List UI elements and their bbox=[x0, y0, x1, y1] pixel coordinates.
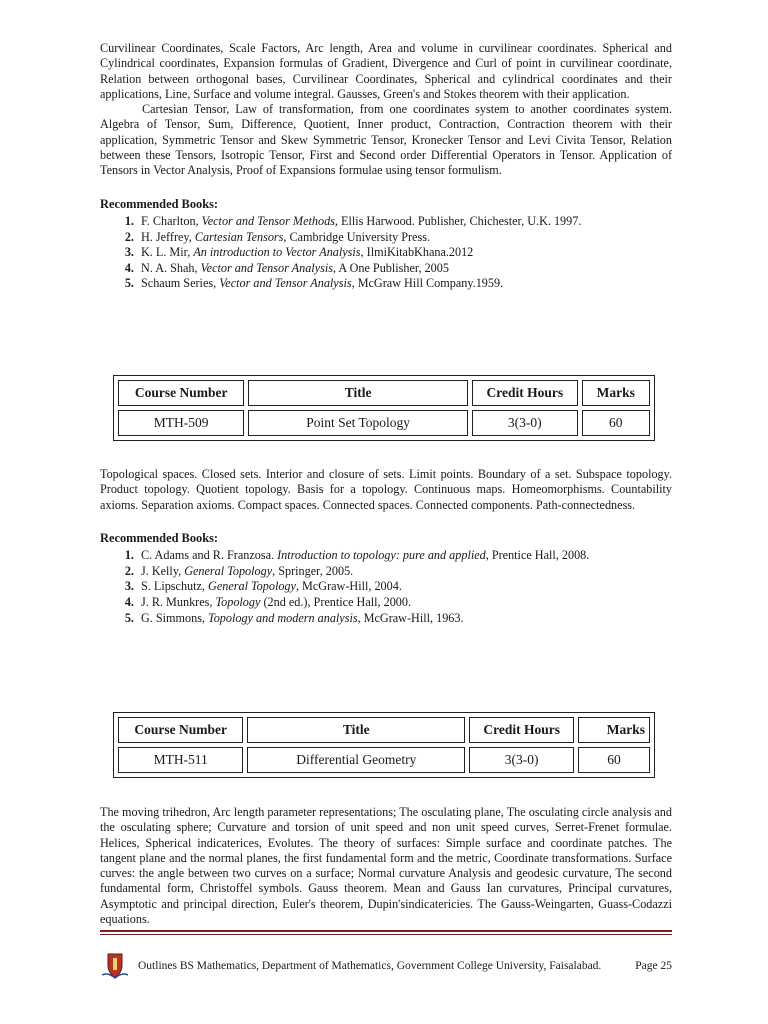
book-item: 2. J. Kelly, General Topology, Springer, 2005. bbox=[137, 564, 672, 580]
syllabus-paragraph-topology: Topological spaces. Closed sets. Interior and closure of sets. Limit points. Boundary of a set. Subspace topology. Product topology. Quotient topology. Basis for a topology. Continuous maps. Homeomorphisms. Countability axioms. Separation axioms. Compact spaces. Connected spaces. Connected components. Path-connectedness. bbox=[100, 467, 672, 512]
header-marks: Marks bbox=[582, 380, 650, 406]
course-title-cell: Point Set Topology bbox=[248, 410, 468, 436]
page-number: Page 25 bbox=[635, 960, 672, 972]
course-number-cell: MTH-509 bbox=[118, 410, 244, 436]
syllabus-paragraph-differential-geometry: The moving trihedron, Arc length parameter representations; The osculating plane, The osculating circle analysis and the osculating sphere; Curvature and torsion of unit speed and non unit speed curves, Serret-Frenet formulae. Helices, Spherical indicaterices, Evolutes. The theory of surfaces: Simple surface and coordinate patches. The tangent plane and the normal planes, the first fundamental form and the metric, Coordinate transformations. Surface curves: the angle between two curves on a surface; Normal curvature Analysis and geodesic curvature, The second fundamental form, Christoffel symbols. Gauss theorem. Mean and Gauss Ian curvatures, Principal curvatures, Asymptotic and principal direction, Euler's theorem, Dupin'sindicatericies. The Gauss-Weingarten, Guass-Codazzi equations. bbox=[100, 805, 672, 927]
header-title: Title bbox=[247, 717, 465, 743]
course-credit-cell: 3(3-0) bbox=[469, 747, 574, 773]
book-list-2 bbox=[100, 548, 672, 626]
book-item: 4. N. A. Shah, Vector and Tensor Analysis, A One Publisher, 2005 bbox=[137, 261, 672, 277]
page-content bbox=[100, 41, 672, 292]
course-table-mth-511 bbox=[113, 712, 655, 778]
syllabus-paragraph-curvilinear: Curvilinear Coordinates, Scale Factors, Arc length, Area and volume in curvilinear coordinates. Spherical and Cylindrical coordinates, Expansion formulas of Gradient, Divergence and Curl of point in curvilinear coordinate, Relation between orthogonal bases, Curvilinear Coordinates, Spherical and cylindrical coordinates and their applications, Line, Surface and volume integral. Gausses, Green's and Stokes theorem with their application. bbox=[100, 41, 672, 101]
page-footer bbox=[100, 951, 672, 981]
footer-rule bbox=[100, 930, 672, 932]
course-marks-cell: 60 bbox=[582, 410, 650, 436]
course-number-cell: MTH-511 bbox=[118, 747, 243, 773]
book-list-1 bbox=[100, 214, 672, 292]
recommended-books-heading: Recommended Books: bbox=[100, 196, 219, 211]
book-item: 1. C. Adams and R. Franzosa. Introduction to topology: pure and applied, Prentice Hall, 2008. bbox=[137, 548, 672, 564]
book-item: 1. F. Charlton, Vector and Tensor Methods, Ellis Harwood. Publisher, Chichester, U.K. 1997. bbox=[137, 214, 672, 230]
header-credit-hours: Credit Hours bbox=[469, 717, 574, 743]
book-item: 2. H. Jeffrey, Cartesian Tensors, Cambridge University Press. bbox=[137, 230, 672, 246]
header-credit-hours: Credit Hours bbox=[472, 380, 578, 406]
syllabus-paragraph-tensor: Cartesian Tensor, Law of transformation, from one coordinates system to another coordinates system. Algebra of Tensor, Sum, Difference, Quotient, Inner product, Contraction, Contraction theorem with their application, Symmetric Tensor and Skew Symmetric Tensor, Kronecker Tensor and Levi Civita Tensor, Relation between these Tensors, Isotropic Tensor, First and Second order Differential Operators in Tensor. Application of Tensors in Vector Analysis, Proof of Expansions formulae using tensor formulism. bbox=[100, 102, 672, 178]
footer-rule-thin bbox=[100, 934, 672, 935]
course-credit-cell: 3(3-0) bbox=[472, 410, 578, 436]
page-content-topology bbox=[100, 467, 672, 626]
course-marks-cell: 60 bbox=[578, 747, 650, 773]
book-item: 3. K. L. Mir, An introduction to Vector Analysis, IlmiKitabKhana.2012 bbox=[137, 245, 672, 261]
header-course-number: Course Number bbox=[118, 717, 243, 743]
header-course-number: Course Number bbox=[118, 380, 244, 406]
book-item: 5. Schaum Series, Vector and Tensor Analysis, McGraw Hill Company.1959. bbox=[137, 276, 672, 292]
book-item: 4. J. R. Munkres, Topology (2nd ed.), Prentice Hall, 2000. bbox=[137, 595, 672, 611]
header-marks: Marks bbox=[578, 717, 650, 743]
book-item: 3. S. Lipschutz, General Topology, McGraw-Hill, 2004. bbox=[137, 579, 672, 595]
course-table-mth-509 bbox=[113, 375, 655, 441]
university-crest-icon bbox=[100, 951, 130, 981]
recommended-books-heading: Recommended Books: bbox=[100, 530, 219, 545]
footer-text: Outlines BS Mathematics, Department of Mathematics, Government College University, Faisalabad. bbox=[138, 960, 602, 972]
book-item: 5. G. Simmons, Topology and modern analysis, McGraw-Hill, 1963. bbox=[137, 611, 672, 627]
page-content-geometry bbox=[100, 805, 672, 927]
header-title: Title bbox=[248, 380, 468, 406]
course-title-cell: Differential Geometry bbox=[247, 747, 465, 773]
